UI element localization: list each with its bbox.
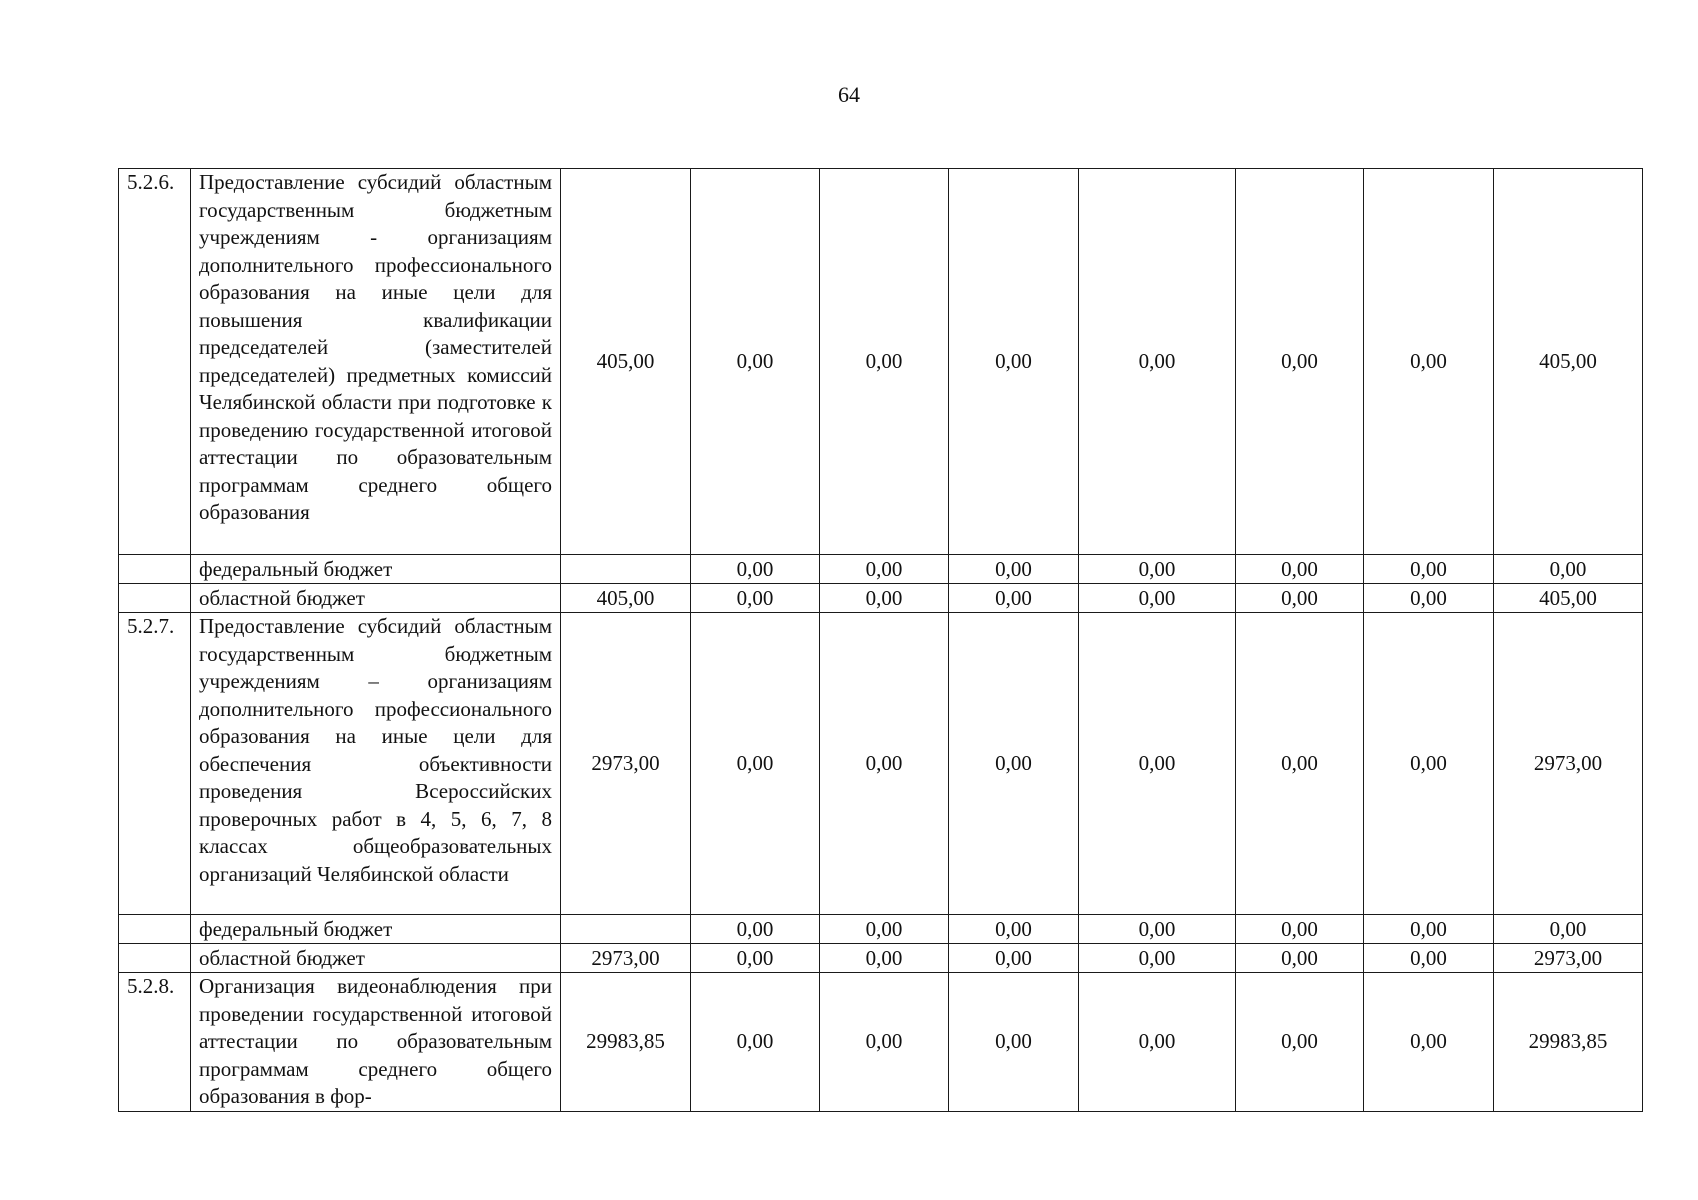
value-cell: 0,00 [691,584,820,613]
value-cell: 29983,85 [561,973,691,1112]
value-cell: 0,00 [1364,973,1494,1112]
value-cell: 0,00 [820,169,949,555]
value-cell: 0,00 [949,973,1079,1112]
value-cell: 0,00 [1236,584,1364,613]
value-cell: 405,00 [561,584,691,613]
value-cell: 0,00 [1079,169,1236,555]
value-cell: 0,00 [1364,915,1494,944]
table-row [119,915,1643,944]
value-cell: 0,00 [691,555,820,584]
value-cell [561,555,691,584]
value-cell: 0,00 [1079,613,1236,915]
value-cell: 0,00 [1364,944,1494,973]
value-cell: 0,00 [949,613,1079,915]
value-cell: 0,00 [1236,944,1364,973]
item-number: 5.2.8. [119,973,191,1112]
value-cell: 0,00 [1364,169,1494,555]
table-row [119,169,1643,555]
value-cell: 0,00 [1079,944,1236,973]
value-cell: 0,00 [1236,973,1364,1112]
value-cell: 0,00 [691,944,820,973]
value-cell: 0,00 [1236,613,1364,915]
item-description-text: Организация видеонаблюдения при проведении государственной итоговой аттестации по образовательным программам среднего общего образования в фор- [199,974,552,1108]
value-cell: 0,00 [1236,555,1364,584]
empty-cell [119,944,191,973]
budget-source-label: областной бюджет [191,584,561,613]
value-cell: 0,00 [1079,584,1236,613]
value-cell: 0,00 [820,584,949,613]
value-cell: 0,00 [949,555,1079,584]
table-row [119,973,1643,1112]
value-cell: 0,00 [820,555,949,584]
item-number: 5.2.6. [119,169,191,555]
value-cell: 0,00 [949,915,1079,944]
value-cell: 2973,00 [1494,613,1643,915]
item-number: 5.2.7. [119,613,191,915]
value-cell: 0,00 [1079,973,1236,1112]
empty-cell [119,584,191,613]
item-description [191,169,561,555]
value-cell [561,915,691,944]
value-cell: 2973,00 [561,613,691,915]
value-cell: 2973,00 [561,944,691,973]
item-description-text: Предоставление субсидий областным государственным бюджетным учреждениям - организациям дополнительного профессионального образования на иные цели для повышения квалификации председателей (заместителей председателей) предметных комиссий Челябинской области при подготовке к проведению государственной итоговой аттестации по образовательным программам среднего общего образования [199,170,552,524]
table-row [119,555,1643,584]
value-cell: 0,00 [820,944,949,973]
value-cell: 0,00 [949,944,1079,973]
budget-source-label: областной бюджет [191,944,561,973]
value-cell: 0,00 [820,915,949,944]
value-cell: 0,00 [820,613,949,915]
value-cell: 0,00 [1079,915,1236,944]
value-cell: 0,00 [1494,555,1643,584]
budget-table [118,168,1643,1112]
value-cell: 0,00 [1236,915,1364,944]
item-description [191,613,561,915]
value-cell: 0,00 [949,584,1079,613]
item-description-text: Предоставление субсидий областным государственным бюджетным учреждениям – организациям дополнительного профессионального образования на иные цели для обеспечения объективности проведения Всероссийских проверочных работ в 4, 5, 6, 7, 8 классах общеобразовательных организаций Челябинской области [199,614,552,886]
value-cell: 0,00 [1364,584,1494,613]
value-cell: 0,00 [691,915,820,944]
value-cell: 0,00 [691,613,820,915]
value-cell: 405,00 [1494,169,1643,555]
value-cell: 0,00 [949,169,1079,555]
table-row [119,944,1643,973]
value-cell: 0,00 [1364,555,1494,584]
value-cell: 0,00 [1364,613,1494,915]
value-cell: 405,00 [561,169,691,555]
value-cell: 2973,00 [1494,944,1643,973]
table-row [119,584,1643,613]
value-cell: 0,00 [691,973,820,1112]
budget-source-label: федеральный бюджет [191,915,561,944]
value-cell: 0,00 [1079,555,1236,584]
empty-cell [119,915,191,944]
budget-source-label: федеральный бюджет [191,555,561,584]
value-cell: 0,00 [1494,915,1643,944]
value-cell: 0,00 [691,169,820,555]
empty-cell [119,555,191,584]
item-description [191,973,561,1112]
page-number: 64 [838,82,860,107]
table-row [119,613,1643,915]
value-cell: 405,00 [1494,584,1643,613]
value-cell: 0,00 [1236,169,1364,555]
value-cell: 0,00 [820,973,949,1112]
value-cell: 29983,85 [1494,973,1643,1112]
